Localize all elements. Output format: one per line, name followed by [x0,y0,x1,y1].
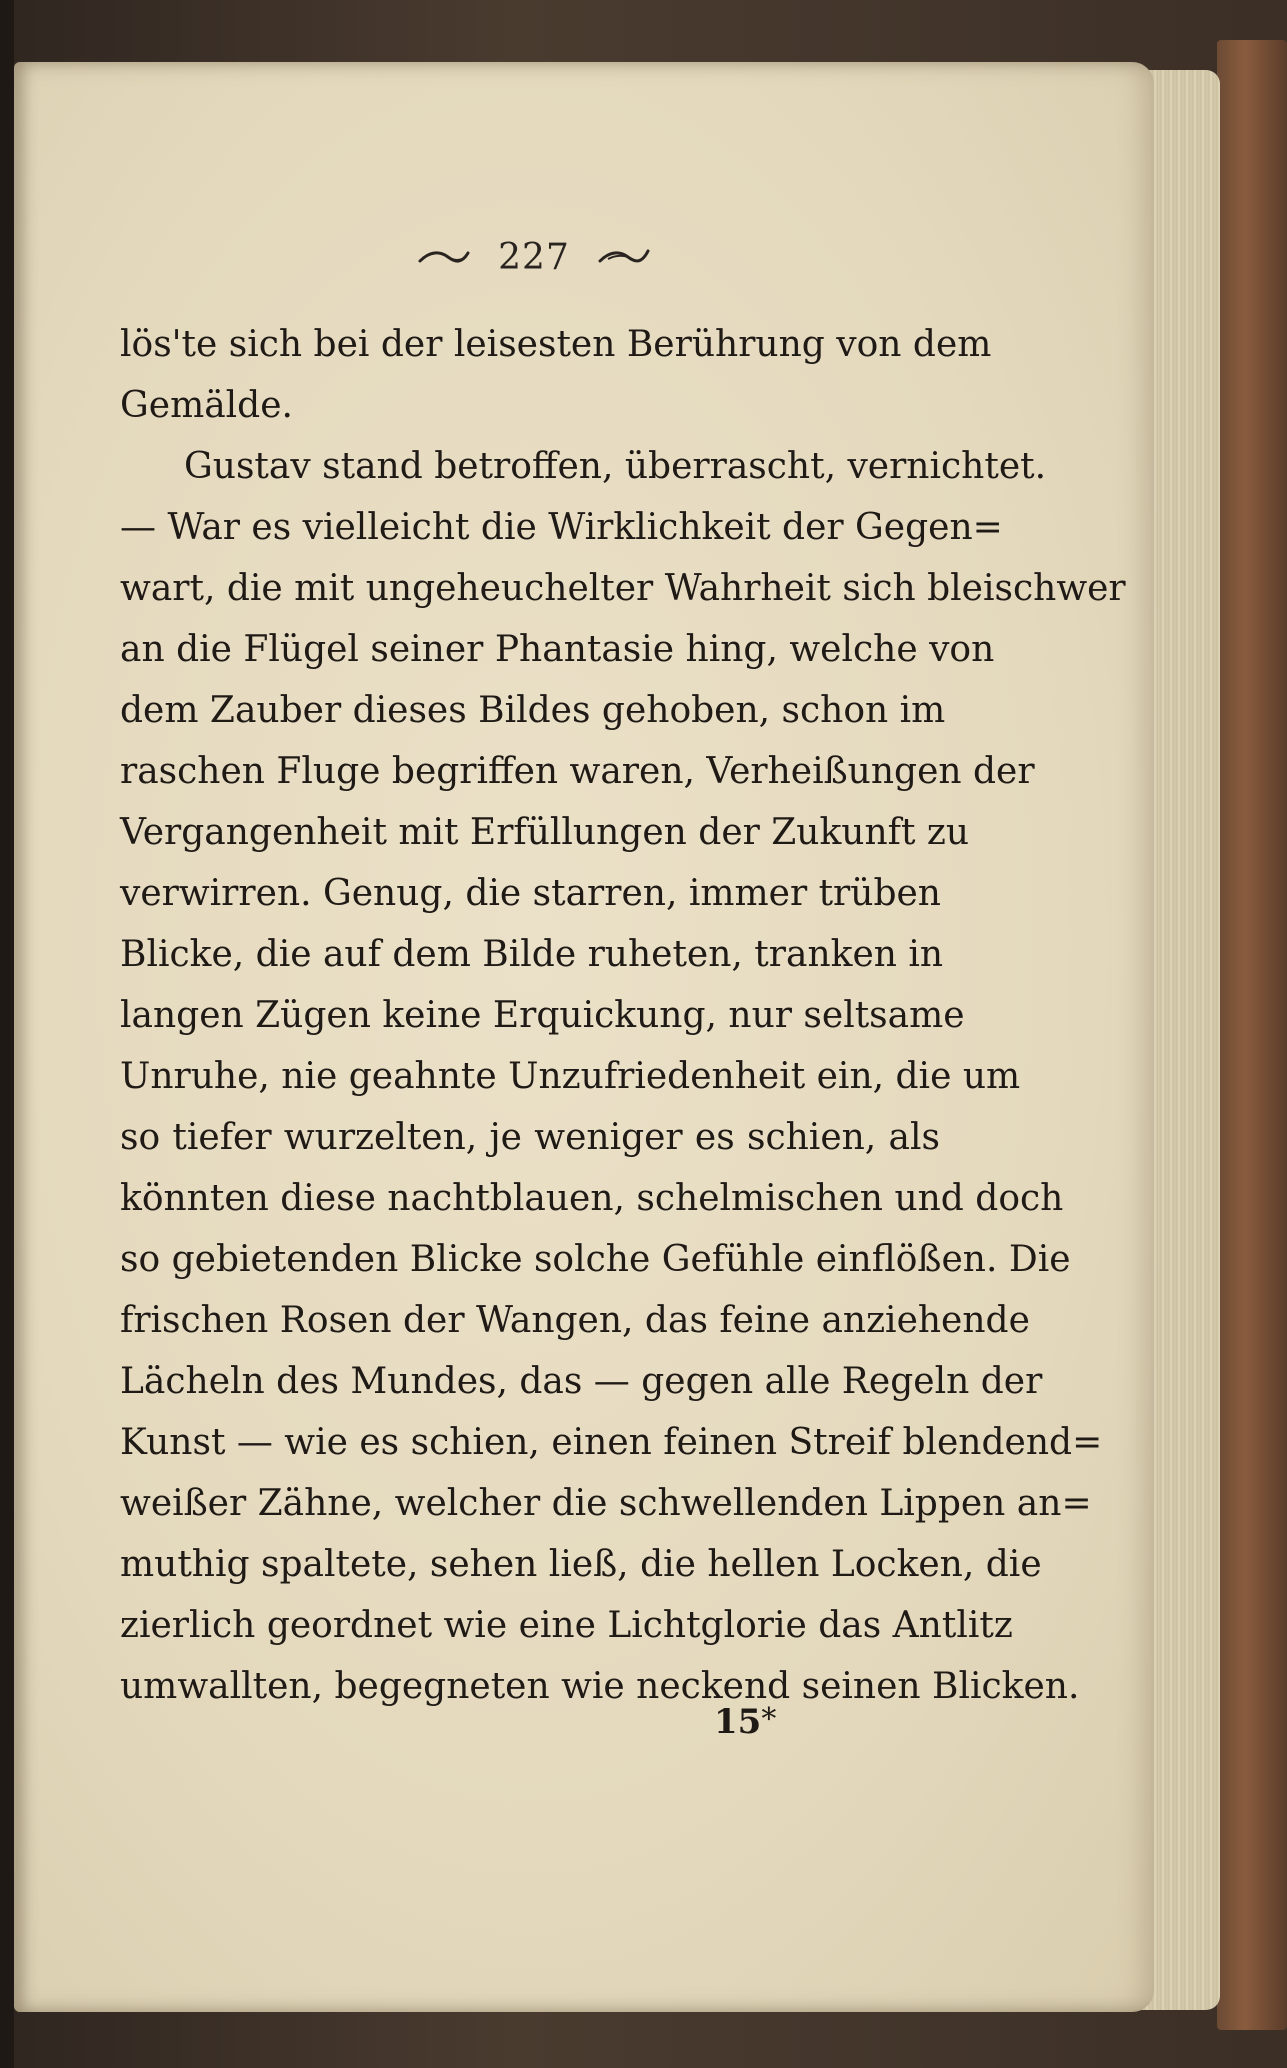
page-text [120,314,1126,1717]
text-line: dem Zauber dieses Bildes gehoben, schon im [120,690,946,731]
text-line: langen Zügen keine Erquickung, nur seltsame [120,995,965,1036]
cover-edge-left [0,0,14,2068]
signature-mark [714,1702,776,1742]
text-line: Unruhe, nie geahnte Unzufriedenheit ein, die um [120,1056,1021,1097]
text-line: raschen Fluge begriffen waren, Verheißungen der [120,751,1035,792]
text-line: so tiefer wurzelten, je weniger es schien, als [120,1117,940,1158]
cover-leather-right [1217,40,1287,2030]
signature-number: 15 [714,1702,762,1742]
text-line: Blicke, die auf dem Bilde ruheten, tranken in [120,934,944,975]
text-line: zierlich geordnet wie eine Lichtglorie das Antlitz [120,1605,1013,1646]
text-line: umwallten, begegneten wie neckend seinen Blicken. [120,1666,1080,1707]
text-line: so gebietenden Blicke solche Gefühle einflößen. Die [120,1239,1071,1280]
text-line: muthig spaltete, sehen ließ, die hellen Locken, die [120,1544,1042,1585]
text-line: frischen Rosen der Wangen, das feine anziehende [120,1300,1030,1341]
text-line: lös'te sich bei der leisesten Berührung von dem [120,324,992,365]
text-line: Kunst — wie es schien, einen feinen Streif blendend= [120,1422,1103,1463]
book-page [14,62,1154,2012]
text-line: Gemälde. [120,385,293,426]
swash-ornament-left-icon [418,247,470,267]
page-header [394,232,674,282]
signature-star: * [761,1702,777,1737]
text-line: Vergangenheit mit Erfüllungen der Zukunft zu [120,812,970,853]
text-line: weißer Zähne, welcher die schwellenden Lippen an= [120,1483,1092,1524]
swash-ornament-right-icon [598,247,650,267]
text-line: könnten diese nachtblauen, schelmischen und doch [120,1178,1064,1219]
text-line: Gustav stand betroffen, überrascht, vernichtet. [184,446,1047,487]
text-line: Lächeln des Mundes, das — gegen alle Regeln der [120,1361,1043,1402]
page-number: 227 [498,236,570,278]
text-line: — War es vielleicht die Wirklichkeit der Gegen= [120,507,1003,548]
text-line: wart, die mit ungeheuchelter Wahrheit sich bleischwer [120,568,1126,609]
text-line: verwirren. Genug, die starren, immer trüben [120,873,941,914]
text-line: an die Flügel seiner Phantasie hing, welche von [120,629,995,670]
